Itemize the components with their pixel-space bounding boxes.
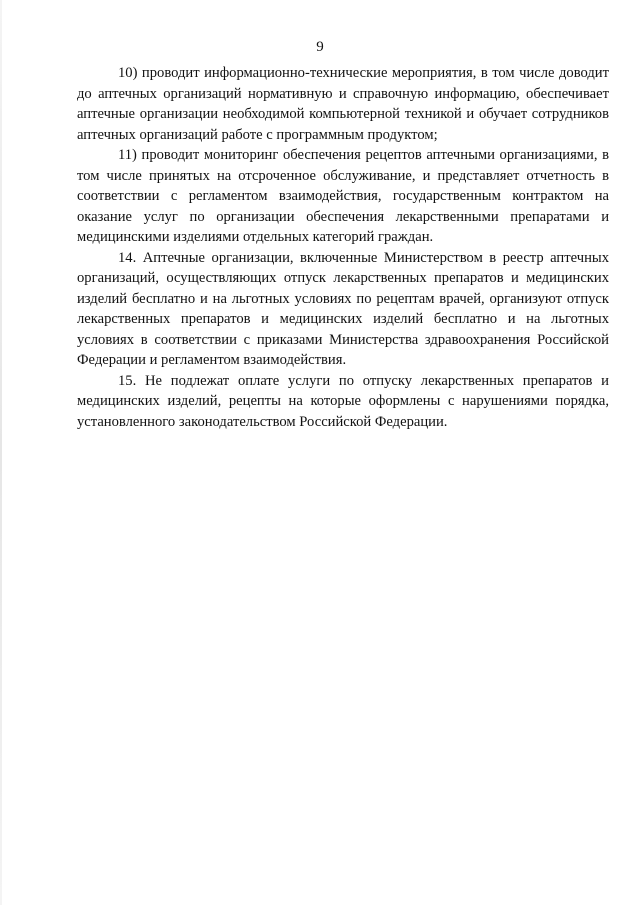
paragraph-clause-15: 15. Не подлежат оплате услуги по отпуску лекарственных препаратов и медицинских изделий, рецепты на которые оформлены с нарушениями порядка, установленного законодательством Российской Федерации. [77, 372, 609, 430]
page-edge-shadow [0, 0, 2, 905]
paragraph-clause-14: 14. Аптечные организации, включенные Министерством в реестр аптечных организаций, осуществляющих отпуск лекарственных препаратов и медицинских изделий бесплатно и на льготных условиях по рецептам врачей, организуют отпуск лекарственных препаратов и медицинских изделий бесплатно и на льготных условиях в соответствии с приказами Министерства здравоохранения Российской Федерации и регламентом взаимодействия. [77, 249, 609, 368]
document-body [77, 63, 609, 432]
paragraph-item-10: 10) проводит информационно-технические мероприятия, в том числе доводит до аптечных организаций нормативную и справочную информацию, обеспечивает аптечные организации необходимой компьютерной техникой и обучает сотрудников аптечных организаций работе с программным продуктом; [77, 65, 609, 143]
page-number: 9 [316, 39, 324, 55]
paragraph-item-11: 11) проводит мониторинг обеспечения рецептов аптечными организациями, в том числе принятых на отсроченное обслуживание, и представляет отчетность в соответствии с регламентом взаимодействия, государственным контрактом на оказание услуг по организации обеспечения лекарственными препаратами и медицинскими изделиями отдельных категорий граждан. [77, 147, 609, 245]
